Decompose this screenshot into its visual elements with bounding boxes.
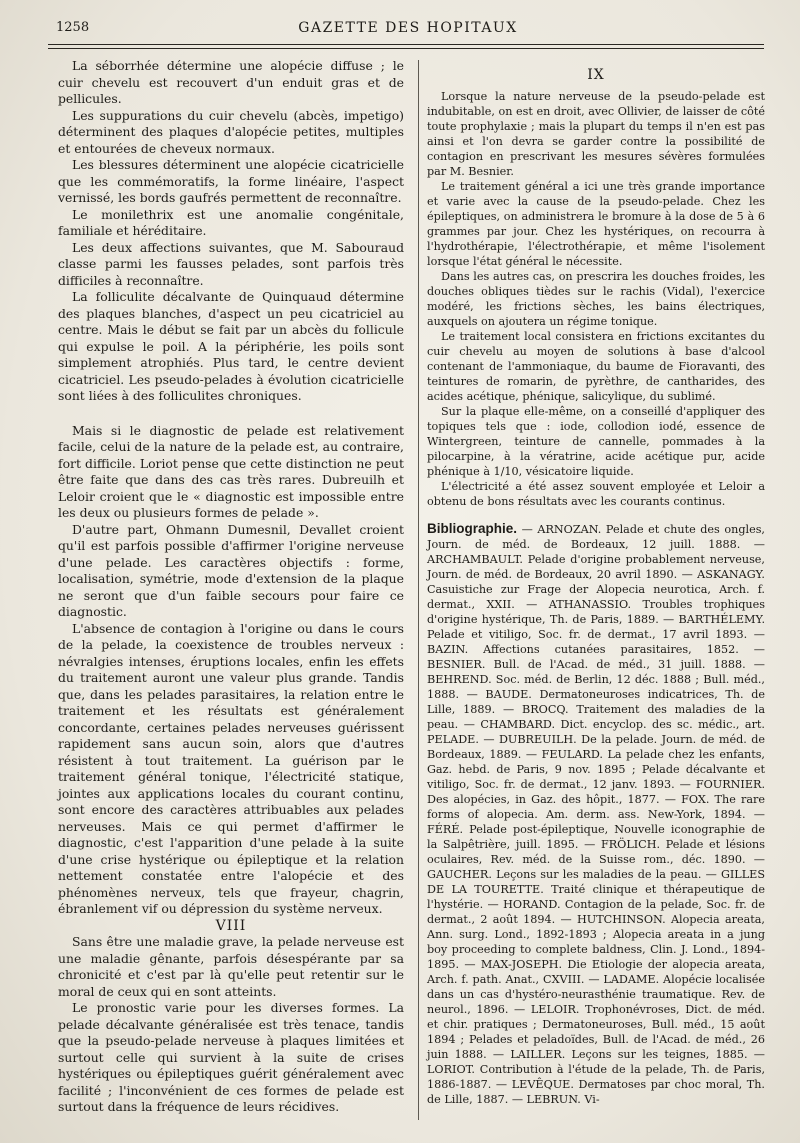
left-column <box>58 58 404 1116</box>
paragraph: Sans être une maladie grave, la pelade nerveuse est une maladie gênante, parfois désespérante par sa chronicité et c'est par là qu'elle peut retentir sur le moral de ceux qui en sont atteints. <box>58 934 404 999</box>
paragraph: Le traitement général a ici une très grande importance et varie avec la cause de la pseudo-pelade. Chez les épileptiques, on administrera le bromure à la dose de 5 à 6 grammes par jour. Chez les hystériques, on recourra à l'hydrothérapie, l'électrothérapie, et même l'isolement lorsque l'état général le nécessite. <box>427 180 765 268</box>
bibliography-text: — ARNOZAN. Pelade et chute des ongles, Journ. de méd. de Bordeaux, 12 juill. 1888. — ARCHAMBAULT. Pelade d'origine probablement nerveuse, Journ. de méd. de Bordeaux, 20 avril 1890. — ASKANAGY. Casuistiche zur Frage der Alopecia neurotica, Arch. f. dermat., XXII. — ATHANASSIO. Troubles trophiques d'origine hystérique, Th. de Paris, 1889. — BARTHÉLEMY. Pelade et vitiligo, Soc. fr. de dermat., 17 avril 1893. — BAZIN. Affections cutanées parasitaires, 1852. — BESNIER. Bull. de l'Acad. de méd., 31 juill. 1888. — BEHREND. Soc. méd. de Berlin, 12 déc. 1888 ; Bull. méd., 1888. — BAUDE. Dermatoneuroses indicatrices, Th. de Lille, 1889. — BROCQ. Traitement des maladies de la peau. — CHAMBARD. Dict. encyclop. des sc. médic., art. PELADE. — DUBREUILH. De la pelade. Journ. de méd. de Bordeaux, 1889. — FEULARD. La pelade chez les enfants, Gaz. hebd. de Paris, 9 nov. 1895 ; Pelade décalvante et vitiligo, Soc. fr. de dermat., 12 janv. 1893. — FOURNIER. Des alopécies, in Gaz. des hôpit., 1877. — FOX. The rare forms of alopecia. Am. derm. ass. New-York, 1894. — FÉRÉ. Pelade post-épileptique, Nouvelle iconographie de la Salpêtrière, juill. 1895. — FRÖLICH. Pelade et lésions oculaires, Rev. méd. de la Suisse rom., déc. 1890. — GAUCHER. Leçons sur les maladies de la peau. — GILLES DE LA TOURETTE. Traité clinique et thérapeutique de l'hystérie. — HORAND. Contagion de la pelade, Soc. fr. de dermat., 2 août 1894. — HUTCHINSON. Alopecia areata, Ann. surg. Lond., 1892-1893 ; Alopecia areata in a jung boy proceeding to complete baldness, Clin. J. Lond., 1894-1895. — MAX-JOSEPH. Die Etiologie der alopecia areata, Arch. f. path. Anat., CXVIII. — LADAME. Alopécie localisée dans un cas d'hystéro-neurasthénie traumatique. Rev. de neurol., 1896. — LELOIR. Trophonévroses, Dict. de méd. et chir. pratiques ; Dermatoneuroses, Bull. méd., 15 août 1894 ; Pelades et peladoïdes, Bull. de l'Acad. de méd., 26 juin 1888. — LAILLER. Leçons sur les teignes, 1885. — LORIOT. Contribution à l'étude de la pelade, Th. de Paris, 1886-1887. — LEVÊQUE. Dermatoses par choc moral, Th. de Lille, 1887. — LEBRUN. Vi- <box>427 523 765 1106</box>
bibliography <box>427 521 765 1107</box>
page-header <box>48 20 768 40</box>
paragraph: Les suppurations du cuir chevelu (abcès, impetigo) déterminent des plaques d'alopécie petites, multiples et entourées de cheveux normaux. <box>58 107 404 156</box>
paragraph: Le monilethrix est une anomalie congénitale, familiale et héréditaire. <box>58 206 404 238</box>
paragraph: La folliculite décalvante de Quinquaud détermine des plaques blanches, d'aspect un peu cicatriciel au centre. Mais le début se fait par un abcès du follicule qui expulse le poil. A la périphérie, les poils sont simplement atrophiés. Plus tard, le centre devient cicatriciel. Les pseudo-pelades à évolution cicatricielle sont liées à des folliculites chroniques. <box>58 289 404 403</box>
paragraph: Le pronostic varie pour les diverses formes. La pelade décalvante généralisée est très tenace, tandis que la pseudo-pelade nerveuse à plaques limitées et surtout celle qui survient à la suite de crises hystériques ou épileptiques guérit généralement avec facilité ; l'inconvénient de ces formes de pelade est surtout dans la fréquence de leurs récidives. <box>58 1000 404 1114</box>
paragraph: La séborrhée détermine une alopécie diffuse ; le cuir chevelu est recouvert d'un enduit gras et de pellicules. <box>58 58 404 106</box>
section-heading-viii: VIII <box>215 917 247 934</box>
paragraph: Les deux affections suivantes, que M. Sabouraud classe parmi les fausses pelades, sont parfois très difficiles à reconnaître. <box>58 239 404 288</box>
paragraph: Sur la plaque elle-même, on a conseillé d'appliquer des topiques tels que : iode, collodion iodé, essence de Wintergreen, teinture de cannelle, pommades à la pilocarpine, à la vératrine, acide acétique pur, acide phénique à 1/10, vésicatoire liquide. <box>427 405 765 478</box>
paragraph: Le traitement local consistera en frictions excitantes du cuir chevelu au moyen de solutions à base d'alcool contenant de l'ammoniaque, du baume de Fioravanti, des teintures de romarin, de pyrèthre, de cantharides, des acides acétique, phénique, salicylique, du sublimé. <box>427 330 765 403</box>
header-rule <box>48 48 764 49</box>
journal-title: GAZETTE DES HOPITAUX <box>298 20 518 36</box>
column-divider <box>418 60 419 1120</box>
paragraph: Lorsque la nature nerveuse de la pseudo-pelade est indubitable, on est en droit, avec Ollivier, de laisser de côté toute prophylaxie ; mais la plupart du temps il n'en est pas ainsi et l'on devra se garder contre la possibilité de contagion en prescrivant les mesures sévères formulées par M. Besnier. <box>427 90 765 178</box>
header-rule <box>48 44 764 45</box>
paragraph: L'absence de contagion à l'origine ou dans le cours de la pelade, la coexistence de troubles nerveux : névralgies intenses, éruptions locales, enfin les effets du traitement auront une valeur plus grande. Tandis que, dans les pelades parasitaires, la relation entre le traitement et les résultats est généralement concordante, certaines pelades nerveuses guérissent rapidement sans aucun soin, alors que d'autres résistent à tout traitement. La guérison par le traitement général tonique, l'électricité statique, jointes aux applications locales du courant continu, sont encore des caractères attribuables aux pelades nerveuses. Mais ce qui permet d'affirmer le diagnostic, c'est l'apparition d'une pelade à la suite d'une crise hystérique ou épileptique et la relation nettement constatée entre l'alopécie et des phénomènes nerveux, tels que frayeur, chagrin, ébranlement vif ou dépression du système nerveux. <box>58 620 404 916</box>
paragraph: D'autre part, Ohmann Dumesnil, Devallet croient qu'il est parfois possible d'affirmer l'origine nerveuse d'une pelade. Les caractères objectifs : forme, localisation, symétrie, mode d'extension de la plaque ne seront que d'un faible secours pour faire ce diagnostic. <box>58 521 404 619</box>
page-number: 1258 <box>56 20 90 35</box>
paragraph: Dans les autres cas, on prescrira les douches froides, les douches obliques tièdes sur le rachis (Vidal), l'exercice modéré, les frictions sèches, les bains électriques, auxquels on ajoutera un régime tonique. <box>427 270 765 328</box>
right-column <box>427 58 765 1107</box>
paragraph: L'électricité a été assez souvent employée et Leloir a obtenu de bons résultats avec les courants continus. <box>427 480 765 508</box>
section-heading-ix: IX <box>587 67 605 83</box>
bibliography-heading: Bibliographie. <box>427 521 518 536</box>
paragraph: Les blessures déterminent une alopécie cicatricielle que les commémoratifs, la forme linéaire, l'aspect vernissé, les bords gaufrés permettent de reconnaître. <box>58 157 404 205</box>
paragraph: Mais si le diagnostic de pelade est relativement facile, celui de la nature de la pelade est, au contraire, fort difficile. Loriot pense que cette distinction ne peut être faite que dans des cas très rares. Dubreuilh et Leloir croient que le « diagnostic est impossible entre les deux ou plusieurs formes de pelade ». <box>58 422 404 520</box>
